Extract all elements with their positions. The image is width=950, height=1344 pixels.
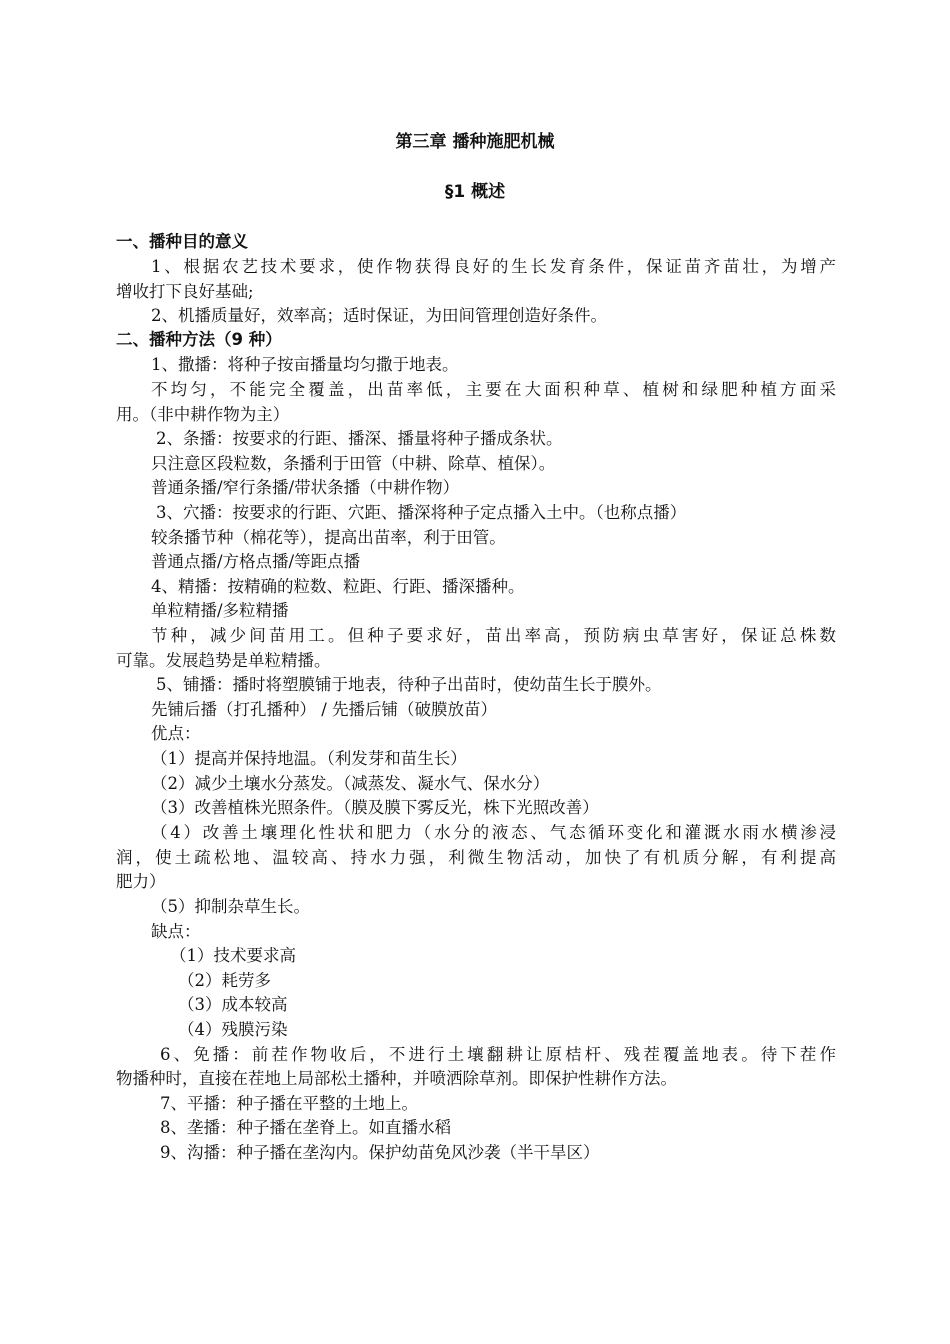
method-3-types: 普通点播/方格点播/等距点播 (151, 552, 361, 571)
method-2-types: 普通条播/窄行条播/带状条播（中耕作物） (151, 478, 460, 497)
method-1: 1、撒播：将种子按亩播量均匀撒于地表。 (151, 355, 459, 374)
method-6-line1: 6、免播：前茬作物收后，不进行土壤翻耕让原桔杆、残茬覆盖地表。待下茬作 (160, 1045, 836, 1064)
method-5: 5、铺播：播时将塑膜铺于地表，待种子出苗时，使幼苗生长于膜外。 (156, 675, 662, 694)
para-purpose-1-line1: 1、根据农艺技术要求，使作物获得良好的生长发育条件，保证苗齐苗壮，为增产 (151, 257, 836, 276)
advantage-4-line2: 润，使土疏松地、温较高、持水力强，利微生物活动，加快了有机质分解，有利提高 (116, 848, 836, 867)
advantages-label: 优点： (151, 724, 201, 743)
method-9: 9、沟播：种子播在垄沟内。保护幼苗免风沙袭（半干旱区） (160, 1143, 600, 1162)
method-6-line2: 物播种时，直接在茬地上局部松土播种，并喷洒除草剂。即保护性耕作方法。 (116, 1069, 677, 1088)
method-4: 4、精播：按精确的粒数、粒距、行距、播深播种。 (151, 577, 525, 596)
chapter-title: 第三章 播种施肥机械 (395, 132, 555, 152)
advantage-4-line1: （4）改善土壤理化性状和肥力（水分的液态、气态循环变化和灌溉水雨水横渗浸 (151, 823, 836, 842)
disadvantage-4: （4）残膜污染 (178, 1020, 288, 1039)
method-5-types: 先铺后播（打孔播种） / 先播后铺（破膜放苗） (151, 700, 498, 719)
heading-methods: 二、播种方法（9 种） (116, 330, 282, 349)
disadvantage-3: （3）成本较高 (178, 995, 288, 1014)
method-4-types: 单粒精播/多粒精播 (151, 601, 289, 620)
disadvantage-1: （1）技术要求高 (170, 946, 296, 965)
method-1-desc-line1: 不均匀，不能完全覆盖，出苗率低，主要在大面积种草、植树和绿肥种植方面采 (151, 380, 836, 399)
disadvantage-2: （2）耗劳多 (178, 971, 271, 990)
method-4-desc-line1: 节种，减少间苗用工。但种子要求好，苗出率高，预防病虫草害好，保证总株数 (151, 626, 836, 645)
heading-purpose: 一、播种目的意义 (116, 232, 248, 251)
method-2: 2、条播：按要求的行距、播深、播量将种子播成条状。 (156, 429, 563, 448)
method-3: 3、穴播：按要求的行距、穴距、播深将种子定点播入土中。（也称点播） (156, 503, 687, 522)
advantage-4-line3: 肥力） (116, 872, 166, 891)
method-7: 7、平播：种子播在平整的土地上。 (160, 1094, 418, 1113)
para-purpose-2: 2、机播质量好，效率高；适时保证，为田间管理创造好条件。 (151, 306, 607, 325)
advantage-5: （5）抑制杂草生长。 (151, 897, 310, 916)
method-8: 8、垄播：种子播在垄脊上。如直播水稻 (160, 1118, 451, 1137)
advantage-2: （2）减少土壤水分蒸发。（减蒸发、凝水气、保水分） (151, 774, 550, 793)
advantage-1: （1）提高并保持地温。（利发芽和苗生长） (151, 749, 467, 768)
disadvantages-label: 缺点： (151, 922, 201, 941)
method-3-desc: 较条播节种（棉花等），提高出苗率，利于田管。 (151, 528, 506, 547)
method-2-desc: 只注意区段粒数，条播利于田管（中耕、除草、植保）。 (151, 454, 556, 473)
para-purpose-1-line2: 增收打下良好基础; (116, 282, 254, 301)
advantage-3: （3）改善植株光照条件。（膜及膜下雾反光，株下光照改善） (151, 798, 599, 817)
method-1-desc-line2: 用。（非中耕作物为主） (116, 405, 290, 424)
section-title: §1 概述 (444, 182, 506, 202)
method-4-desc-line2: 可靠。发展趋势是单粒精播。 (116, 651, 331, 670)
